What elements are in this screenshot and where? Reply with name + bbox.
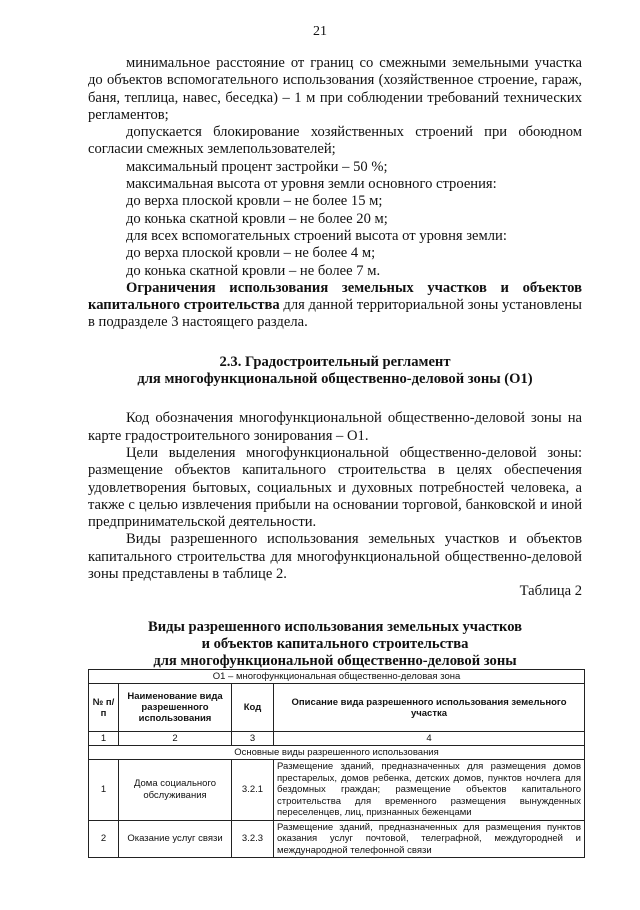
- col-number-3: 3: [232, 732, 274, 746]
- table-title-line3: для многофункциональной общественно-деловой зоны: [153, 653, 517, 670]
- row-code: 3.2.1: [232, 760, 274, 821]
- paragraph-restrictions: [88, 280, 582, 332]
- row-desc: Размещение зданий, предназначенных для размещения домов престарелых, домов ребенка, детских домов, пунктов ночлега для бездомных граждан; размещение объектов капитального строительства для временного размещения вынужденных переселенцев, лиц, признанных беженцами: [274, 760, 585, 821]
- header-desc: Описание вида разрешенного использования земельного участка: [274, 684, 585, 732]
- section-title-line1: 2.3. Градостроительный регламент: [219, 353, 451, 370]
- header-name: Наименование вида разрешенного использования: [119, 684, 232, 732]
- paragraph-table-reference: Виды разрешенного использования земельных участков и объектов капитального строительства для многофункциональной общественно-деловой зоны представлены в таблице 2.: [88, 531, 582, 583]
- row-name: Дома социального обслуживания: [119, 760, 232, 821]
- col-number-4: 4: [274, 732, 585, 746]
- row-num: 2: [89, 820, 119, 858]
- row-desc: Размещение зданий, предназначенных для размещения пунктов оказания услуг почтовой, телеграфной, междугородней и международной телефонной связи: [274, 820, 585, 858]
- table-column-header-row: [89, 684, 585, 732]
- row-num: 1: [89, 760, 119, 821]
- table-zone-header-row: [89, 670, 585, 684]
- table-row: [89, 820, 585, 858]
- table-row: [89, 760, 585, 821]
- col-number-1: 1: [89, 732, 119, 746]
- paragraph-max-height: максимальная высота от уровня земли основного строения:: [126, 176, 497, 193]
- zone-header-cell: О1 – многофункциональная общественно-деловая зона: [89, 670, 585, 684]
- section-main-uses: Основные виды разрешенного использования: [89, 746, 585, 760]
- paragraph-pitched-roof-7: до конька скатной кровли – не более 7 м.: [126, 262, 381, 279]
- paragraph-aux-height: для всех вспомогательных строений высота от уровня земли:: [126, 227, 507, 244]
- restrictions-rest-text: для данной территориальной зоны установлены в подразделе 3 настоящего раздела.: [88, 297, 582, 331]
- table-column-number-row: [89, 732, 585, 746]
- row-code: 3.2.3: [232, 820, 274, 858]
- document-body: [88, 55, 582, 671]
- table-section-row: [89, 746, 585, 760]
- paragraph-min-distance: минимальное расстояние от границ со смежными земельными участка до объектов вспомогательного использования (хозяйственное строение, гараж, баня, теплица, навес, беседка) – 1 м при соблюдении требований технических регламентов;: [88, 55, 582, 123]
- paragraph-zone-goals: Цели выделения многофункциональной общественно-деловой зоны: размещение объектов капитального строительства в целях обеспечения удовлетворения бытовых, социальных и духовных потребностей человека, а также с целью извлечения прибыли на основании торговой, банковской и иной предпринимательской деятельности.: [88, 444, 582, 531]
- land-use-table: [88, 669, 585, 858]
- paragraph-flat-roof-15: до верха плоской кровли – не более 15 м;: [126, 193, 383, 210]
- paragraph-blocking: допускается блокирование хозяйственных строений при обоюдном согласии смежных землепользователей;: [88, 124, 582, 158]
- paragraph-max-percent: максимальный процент застройки – 50 %;: [126, 158, 388, 175]
- paragraph-flat-roof-4: до верха плоской кровли – не более 4 м;: [126, 245, 376, 262]
- paragraph-zone-code: Код обозначения многофункциональной общественно-деловой зоны на карте градостроительного зонирования – О1.: [88, 410, 582, 444]
- header-num: № п/п: [89, 684, 119, 732]
- paragraph-pitched-roof-20: до конька скатной кровли – не более 20 м;: [126, 210, 388, 227]
- page-number: 21: [313, 24, 327, 39]
- table-title-line2: и объектов капитального строительства: [201, 635, 469, 652]
- row-name: Оказание услуг связи: [119, 820, 232, 858]
- section-title-line2: для многофункциональной общественно-деловой зоны (О1): [137, 371, 533, 388]
- table-label: Таблица 2: [519, 583, 582, 600]
- table-title-line1: Виды разрешенного использования земельных участков: [147, 618, 523, 635]
- col-number-2: 2: [119, 732, 232, 746]
- restrictions-bold-text: Ограничения использования земельных участков и объектов капитального строительства: [88, 279, 582, 314]
- header-code: Код: [232, 684, 274, 732]
